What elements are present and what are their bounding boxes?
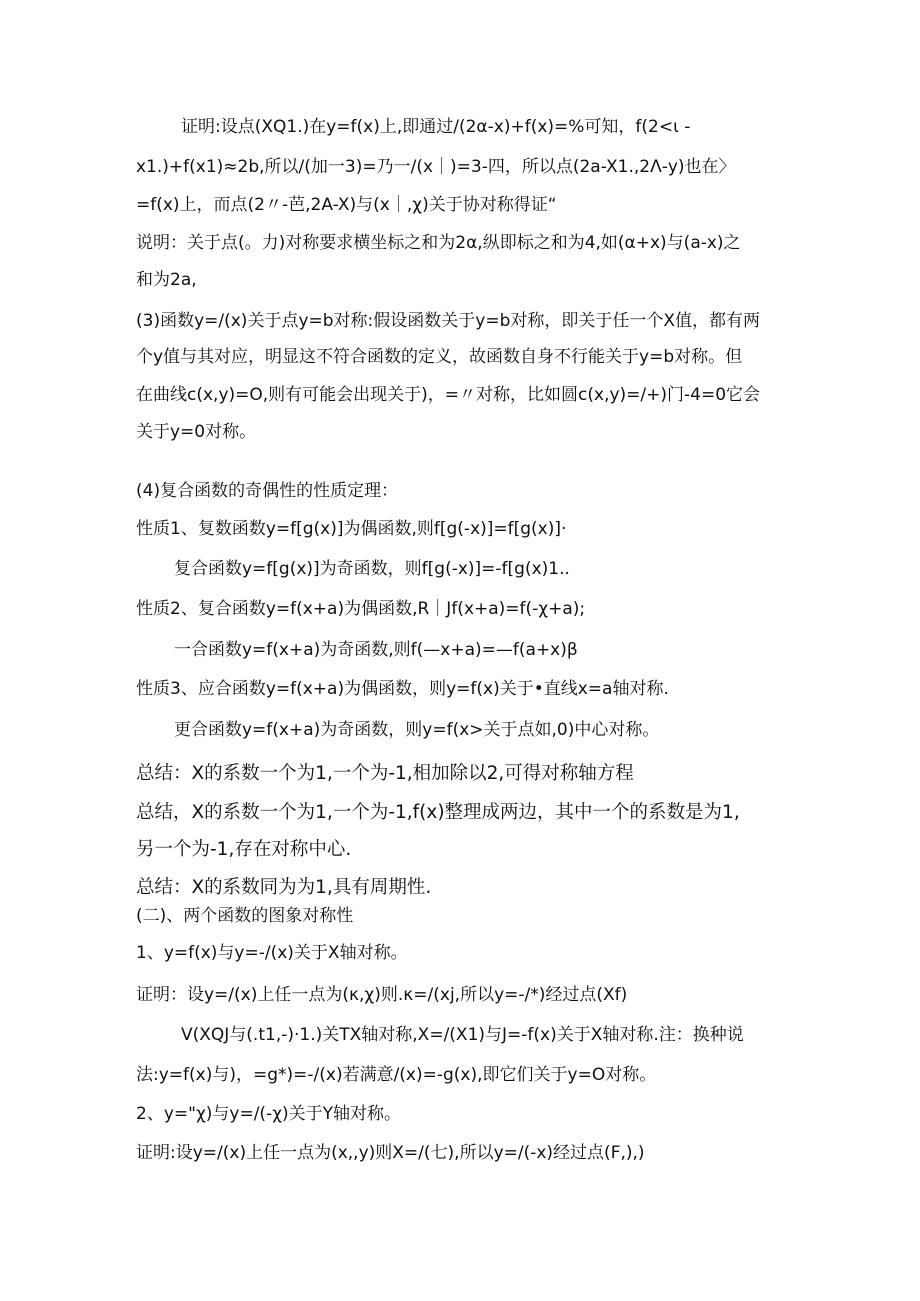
property1-odd: 复合函数y=f[g(x)]为奇函数，则f[g(-x)]=-f[g(x)1..	[174, 559, 570, 579]
proof-line-1: 证明:设点(XQ1.)在y=f(x)上,即通过/(2α-x)+f(x)=%可知，f(2<ι -	[181, 117, 691, 137]
item1-proof-line-1: 证明：设y=/(x)上任一点为(κ,χ)则.κ=/(xj,所以y=-/*)经过点(Xf)	[136, 985, 628, 1005]
section-two-heading: (二)、两个函数的图象对称性	[136, 906, 354, 926]
item1-title: 1、y=f(x)与y=-/(x)关于X轴对称。	[136, 943, 408, 963]
property3-even: 性质3、应合函数y=f(x+a)为偶函数，则y=f(x)关于•直线x=a轴对称.	[136, 679, 669, 699]
proof-line-2: x1.)+f(x1)≈2b,所以/(加一3)=乃一/(x｜)=3-四，所以点(2a-X1.,2Λ-y)也在〉	[136, 157, 736, 177]
item1-proof-line-3: 法:y=f(x)与)，=g*)=-/(x)若满意/(x)=-g(x),即它们关于y=O对称。	[136, 1065, 657, 1085]
section3-line-2: 个y值与其对应，明显这不符合函数的定义，故函数自身不行能关于y=b对称。但	[136, 347, 743, 367]
property2-even: 性质2、复合函数y=f(x+a)为偶函数,R｜Jf(x+a)=f(-χ+a);	[136, 599, 586, 619]
summary-axis: 总结：X的系数一个为1,一个为-1,相加除以2,可得对称轴方程	[136, 763, 634, 784]
note-line-1: 说明：关于点(。力)对称要求横坐标之和为2α,纵即标之和为4,如(α+x)与(a-x)之	[136, 233, 741, 253]
section4-heading: (4)复合函数的奇偶性的性质定理：	[136, 481, 399, 501]
item2-proof-line-1: 证明:设y=/(x)上任一点为(x,,y)则X=/(七),所以y=/(-x)经过点(F,),)	[136, 1143, 645, 1163]
section3-line-1: (3)函数y=/(x)关于点y=b对称:假设函数关于y=b对称，即关于任一个X值，都有两	[136, 311, 761, 331]
summary-period: 总结：X的系数同为为1,具有周期性.	[136, 877, 432, 898]
section3-line-3: 在曲线c(x,y)=O,则有可能会出现关于)，=〃对称，比如圆c(x,y)=/+)门-4=0它会	[136, 385, 761, 405]
summary-center-line-2: 另一个为-1,存在对称中心.	[136, 839, 352, 860]
item2-title: 2、y="χ)与y=/(-χ)关于Y轴对称。	[136, 1104, 402, 1124]
property1-even: 性质1、复数函数y=f[g(x)]为偶函数,则f[g(-x)]=f[g(x)]·	[136, 519, 567, 539]
proof-line-3: =f(x)上，而点(2〃-芭,2A-X)与(x｜,χ)关于协对称得证“	[136, 195, 557, 215]
summary-center-line-1: 总结，X的系数一个为1,一个为-1,f(x)整理成两边，其中一个的系数是为1,	[136, 802, 740, 823]
section3-line-4: 关于y=0对称。	[136, 422, 257, 442]
item1-proof-line-2: V(XQJ与(.t1,-)·1.)关TX轴对称,X=/(X1)与J=-f(x)关于X轴对称.注：换种说	[181, 1025, 744, 1045]
note-line-2: 和为2a,	[136, 270, 197, 290]
property3-odd: 更合函数y=f(x+a)为奇函数，则y=f(x>关于点如,0)中心对称。	[174, 720, 660, 740]
property2-odd: 一合函数y=f(x+a)为奇函数,则f(—x+a)=—f(a+x)β	[174, 640, 578, 660]
